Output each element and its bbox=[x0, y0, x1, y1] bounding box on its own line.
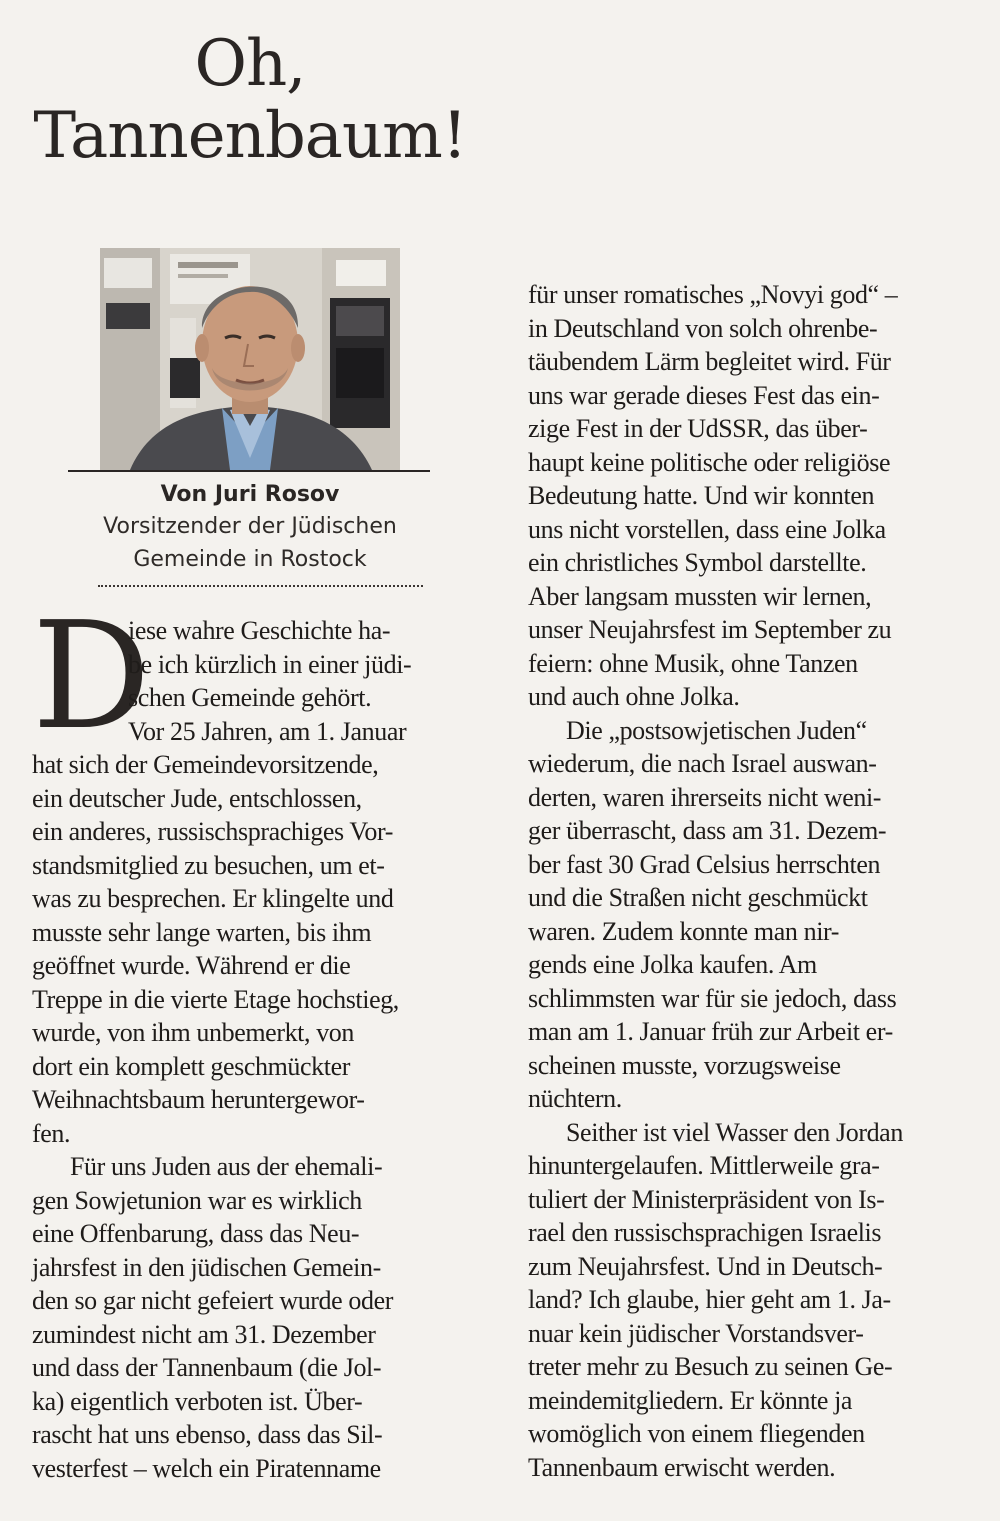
article-line: hat sich der Gemeindevorsitzende, bbox=[32, 750, 379, 779]
byline bbox=[30, 480, 470, 576]
article-line: Bedeutung hatte. Und wir konnten bbox=[528, 481, 875, 510]
article-right-column bbox=[528, 278, 968, 1484]
article-line: geöffnet wurde. Während er die bbox=[32, 951, 351, 980]
article-line: täubendem Lärm begleitet wird. Für bbox=[528, 347, 891, 376]
drop-cap: D bbox=[32, 590, 151, 762]
article-line: tuliert der Ministerpräsident von Is- bbox=[528, 1184, 885, 1214]
article-line: man am 1. Januar früh zur Arbeit er- bbox=[528, 1017, 893, 1046]
author-photo bbox=[100, 248, 400, 470]
article-line: und dass der Tannenbaum (die Jol- bbox=[32, 1353, 382, 1382]
article-line: fen. bbox=[32, 1118, 71, 1148]
article-line: ber fast 30 Grad Celsius herrschten bbox=[528, 849, 881, 879]
article-line: Für uns Juden aus der ehemali- bbox=[70, 1152, 383, 1181]
article-line: Vor 25 Jahren, am 1. Januar bbox=[128, 716, 407, 746]
article-line: zum Neujahrsfest. Und in Deutsch- bbox=[528, 1251, 883, 1281]
byline-role-line-2: Gemeinde in Rostock bbox=[133, 547, 367, 572]
article-line: feiern: ohne Musik, ohne Tanzen bbox=[528, 648, 858, 678]
article-line: derten, waren ihrerseits nicht weni- bbox=[528, 782, 882, 812]
article-line: dort ein komplett geschmückter bbox=[32, 1051, 350, 1081]
article-line: eine Offenbarung, dass das Neu- bbox=[32, 1219, 360, 1248]
byline-role-line-1: Vorsitzender der Jüdischen bbox=[103, 514, 397, 539]
article-line: nuar kein jüdischer Vorstandsver- bbox=[528, 1318, 864, 1348]
article-line: was zu besprechen. Er klingelte und bbox=[32, 884, 394, 913]
article-line: schlimmsten war für sie jedoch, dass bbox=[528, 983, 897, 1013]
article-line: scheinen musste, vorzugsweise bbox=[528, 1050, 841, 1080]
article-line: schen Gemeinde gehört. bbox=[128, 683, 372, 712]
article-line: meindemitgliedern. Er könnte ja bbox=[528, 1385, 853, 1415]
article-line: ger überrascht, dass am 31. Dezem- bbox=[528, 816, 887, 845]
article-line: ka) eigentlich verboten ist. Über- bbox=[32, 1386, 363, 1416]
article-line: jahrsfest in den jüdischen Gemein- bbox=[32, 1252, 381, 1282]
article-line: wiederum, die nach Israel auswan- bbox=[528, 749, 877, 778]
article-line: den so gar nicht gefeiert wurde oder bbox=[32, 1286, 394, 1315]
headline-line-2: Tannenbaum! bbox=[33, 99, 467, 173]
article-line: für unser romatisches „Novyi god“ – bbox=[528, 280, 898, 309]
article-line: Aber langsam mussten wir lernen, bbox=[528, 581, 872, 611]
article-line: ein deutscher Jude, entschlossen, bbox=[32, 783, 362, 813]
article-line: nüchtern. bbox=[528, 1084, 622, 1113]
article-line: zige Fest in der UdSSR, das über- bbox=[528, 414, 868, 443]
photo-caption-rule bbox=[68, 470, 430, 472]
article-line: Weihnachtsbaum heruntergewor- bbox=[32, 1085, 365, 1114]
article-line: wurde, von ihm unbemerkt, von bbox=[32, 1018, 355, 1047]
article-line: gends eine Jolka kaufen. Am bbox=[528, 950, 817, 979]
article-line: vesterfest – welch ein Piratenname bbox=[32, 1453, 381, 1483]
article-line: rael den russischsprachigen Israelis bbox=[528, 1218, 882, 1247]
article-line: Treppe in die vierte Etage hochstieg, bbox=[32, 984, 399, 1014]
article-line: hinuntergelaufen. Mittlerweile gra- bbox=[528, 1151, 880, 1180]
article-line: zumindest nicht am 31. Dezember bbox=[32, 1319, 376, 1349]
headline bbox=[30, 28, 470, 172]
article-line: uns nicht vorstellen, dass eine Jolka bbox=[528, 514, 886, 544]
article-line: be ich kürzlich in einer jüdi- bbox=[128, 649, 412, 679]
article-line: rascht hat uns ebenso, dass das Sil- bbox=[32, 1420, 383, 1449]
article-line: iese wahre Geschichte ha- bbox=[128, 616, 391, 645]
article-line: und die Straßen nicht geschmückt bbox=[528, 883, 868, 912]
article-line: uns war gerade dieses Fest das ein- bbox=[528, 380, 880, 410]
article-line: und auch ohne Jolka. bbox=[528, 682, 740, 711]
article-line: land? Ich glaube, hier geht am 1. Ja- bbox=[528, 1285, 891, 1314]
headline-line-1: Oh, bbox=[194, 27, 306, 101]
article-line: ein anderes, russischsprachiges Vor- bbox=[32, 817, 394, 846]
article-line: in Deutschland von solch ohrenbe- bbox=[528, 313, 878, 343]
article-line: Seither ist viel Wasser den Jordan bbox=[566, 1117, 903, 1147]
article-line: waren. Zudem konnte man nir- bbox=[528, 916, 840, 946]
article-line: womöglich von einem fliegenden bbox=[528, 1419, 865, 1448]
byline-dotted-divider bbox=[98, 585, 423, 587]
article-line: gen Sowjetunion war es wirklich bbox=[32, 1185, 362, 1215]
article-line: Tannenbaum erwischt werden. bbox=[528, 1452, 836, 1482]
article-line: unser Neujahrsfest im September zu bbox=[528, 615, 892, 644]
article-line: standsmitglied zu besuchen, um et- bbox=[32, 850, 385, 880]
article-line: haupt keine politische oder religiöse bbox=[528, 447, 891, 477]
byline-author: Von Juri Rosov bbox=[160, 482, 340, 507]
article-line: treter mehr zu Besuch zu seinen Ge- bbox=[528, 1352, 893, 1381]
article-line: Die „postsowjetischen Juden“ bbox=[566, 715, 867, 745]
author-portrait-image bbox=[100, 248, 400, 470]
article-left-column bbox=[32, 614, 472, 1485]
article-line: ein christliches Symbol darstellte. bbox=[528, 548, 867, 577]
article-line: musste sehr lange warten, bis ihm bbox=[32, 917, 372, 947]
